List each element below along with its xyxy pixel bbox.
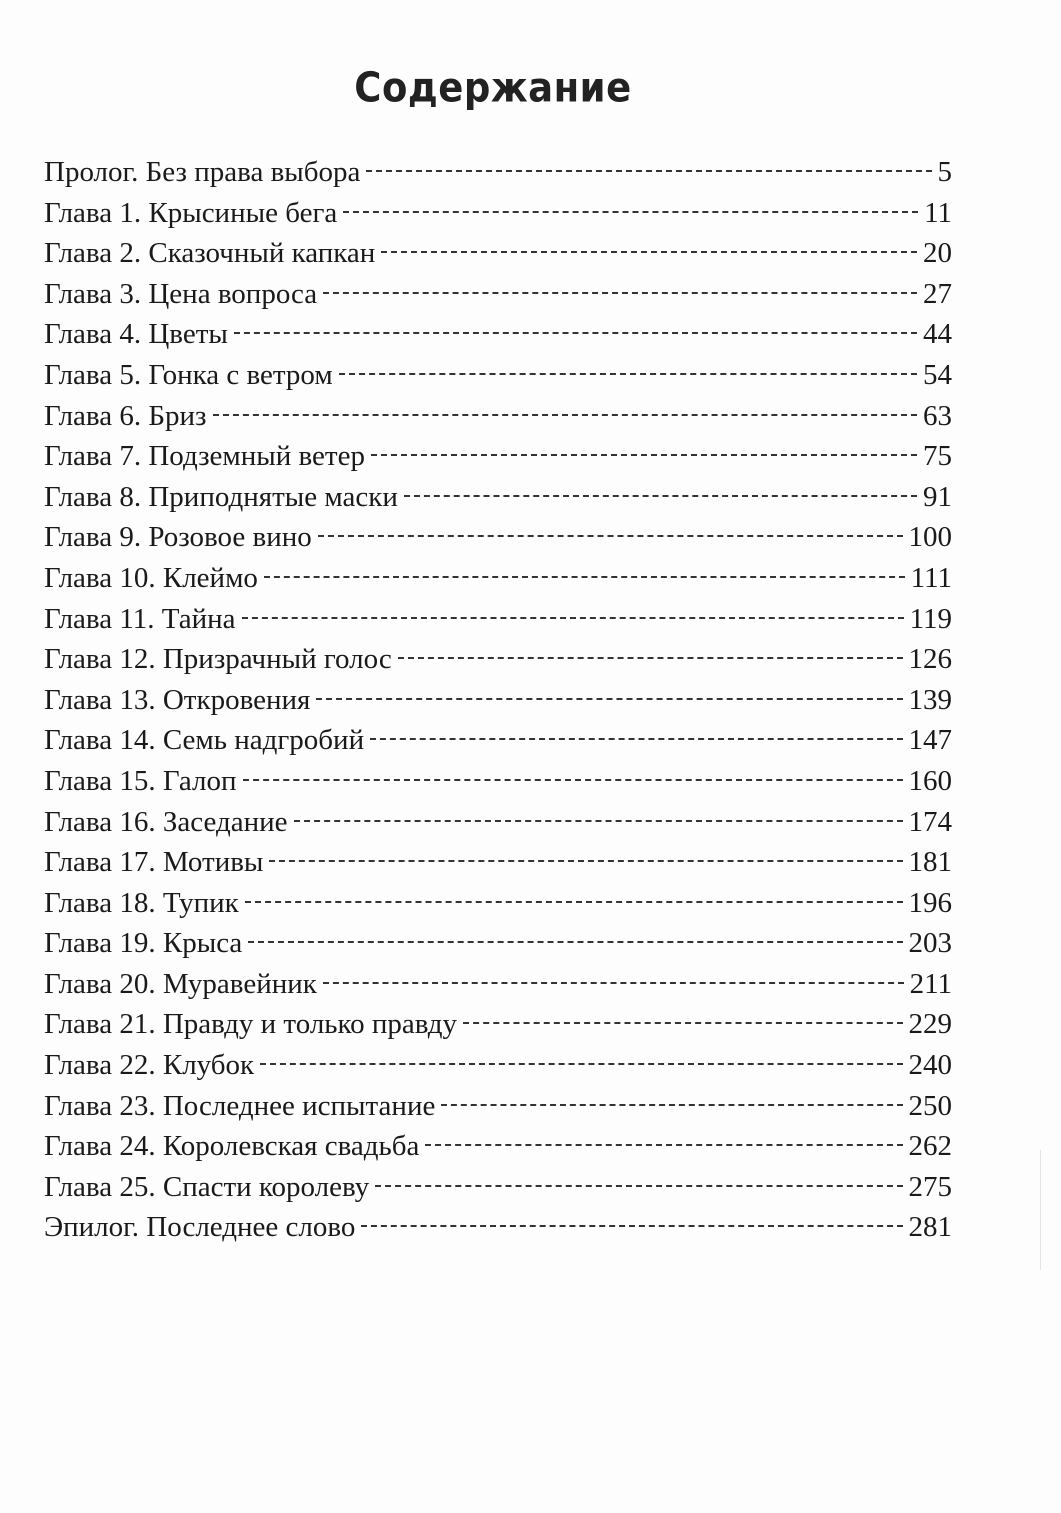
toc-entry xyxy=(44,720,952,761)
toc-dot-leader xyxy=(316,698,902,700)
toc-entry-page-number: 262 xyxy=(908,1130,952,1163)
toc-entry xyxy=(44,1045,952,1086)
toc-dot-leader xyxy=(264,576,905,578)
toc-entry-page-number: 147 xyxy=(908,724,952,757)
toc-entry-page-number: 27 xyxy=(923,277,952,310)
toc-entry-label: Глава 11. Тайна xyxy=(44,602,236,635)
toc-entry xyxy=(44,396,952,437)
toc-dot-leader xyxy=(339,373,917,375)
toc-dot-leader xyxy=(294,820,903,822)
toc-entry xyxy=(44,761,952,802)
toc-dot-leader xyxy=(371,454,917,456)
toc-dot-leader xyxy=(370,738,902,740)
toc-entry-label: Глава 1. Крысиные бега xyxy=(44,196,338,229)
toc-dot-leader xyxy=(323,292,917,294)
toc-dot-leader xyxy=(323,982,904,984)
page-title: Содержание xyxy=(354,63,632,112)
toc-entry-label: Глава 7. Подземный ветер xyxy=(44,440,365,473)
toc-entry-page-number: 63 xyxy=(923,399,952,432)
toc-dot-leader xyxy=(260,1063,902,1065)
toc-dot-leader xyxy=(366,170,931,172)
toc-entry-page-number: 126 xyxy=(908,643,952,676)
toc-dot-leader xyxy=(404,495,917,497)
toc-entry-label: Глава 2. Сказочный капкан xyxy=(44,237,376,270)
toc-entry xyxy=(44,355,952,396)
toc-entry-label: Глава 19. Крыса xyxy=(44,927,243,960)
toc-entry xyxy=(44,517,952,558)
toc-entry xyxy=(44,436,952,477)
toc-entry-label: Глава 22. Клубок xyxy=(44,1049,255,1082)
toc-entry-label: Глава 10. Клеймо xyxy=(44,561,258,594)
toc-entry-page-number: 100 xyxy=(908,521,952,554)
toc-entry xyxy=(44,802,952,843)
toc-entry-label: Глава 17. Мотивы xyxy=(44,846,264,879)
toc-entry-page-number: 75 xyxy=(923,440,952,473)
toc-entry xyxy=(44,883,952,924)
toc-entry xyxy=(44,1126,952,1167)
toc-dot-leader xyxy=(248,941,902,943)
toc-entry xyxy=(44,1207,952,1248)
toc-dot-leader xyxy=(381,251,917,253)
toc-entry xyxy=(44,193,952,234)
toc-entry-page-number: 240 xyxy=(908,1049,952,1082)
scan-edge-mark xyxy=(1040,1150,1041,1270)
toc-entry xyxy=(44,314,952,355)
toc-entry xyxy=(44,599,952,640)
toc-entry-label: Глава 20. Муравейник xyxy=(44,967,317,1000)
toc-entry xyxy=(44,477,952,518)
toc-entry-page-number: 174 xyxy=(908,805,952,838)
table-of-contents xyxy=(44,152,952,1248)
toc-entry-page-number: 281 xyxy=(908,1211,952,1244)
toc-dot-leader xyxy=(234,332,917,334)
toc-dot-leader xyxy=(243,779,903,781)
toc-entry xyxy=(44,233,952,274)
toc-dot-leader xyxy=(269,860,902,862)
toc-entry-page-number: 181 xyxy=(908,846,952,879)
toc-dot-leader xyxy=(213,414,918,416)
toc-dot-leader xyxy=(318,535,903,537)
toc-entry-label: Глава 9. Розовое вино xyxy=(44,521,312,554)
toc-entry-label: Глава 14. Семь надгробий xyxy=(44,724,365,757)
toc-dot-leader xyxy=(441,1104,902,1106)
toc-entry-label: Глава 23. Последнее испытание xyxy=(44,1089,436,1122)
toc-entry xyxy=(44,152,952,193)
toc-dot-leader xyxy=(463,1022,902,1024)
toc-entry xyxy=(44,274,952,315)
toc-entry-label: Глава 21. Правду и только правду xyxy=(44,1008,458,1041)
toc-entry-label: Глава 6. Бриз xyxy=(44,399,207,432)
toc-entry-label: Глава 8. Приподнятые маски xyxy=(44,480,398,513)
toc-entry-page-number: 250 xyxy=(908,1089,952,1122)
toc-entry xyxy=(44,558,952,599)
toc-entry-label: Глава 13. Откровения xyxy=(44,683,311,716)
toc-dot-leader xyxy=(361,1225,902,1227)
toc-entry-page-number: 5 xyxy=(937,156,952,188)
toc-dot-leader xyxy=(343,211,918,213)
toc-entry xyxy=(44,842,952,883)
toc-entry-page-number: 44 xyxy=(923,318,952,351)
toc-entry-page-number: 91 xyxy=(923,480,952,513)
toc-entry-label: Глава 24. Королевская свадьба xyxy=(44,1130,420,1163)
toc-entry xyxy=(44,680,952,721)
toc-entry-label: Глава 5. Гонка с ветром xyxy=(44,358,333,391)
toc-entry-page-number: 11 xyxy=(924,196,952,229)
toc-dot-leader xyxy=(242,617,904,619)
toc-entry xyxy=(44,923,952,964)
toc-dot-leader xyxy=(425,1144,902,1146)
toc-entry xyxy=(44,639,952,680)
toc-entry xyxy=(44,964,952,1005)
toc-entry-page-number: 54 xyxy=(923,358,952,391)
toc-entry-label: Глава 3. Цена вопроса xyxy=(44,277,318,310)
toc-entry-page-number: 275 xyxy=(908,1170,952,1203)
toc-dot-leader xyxy=(245,901,903,903)
toc-entry-label: Глава 25. Спасти королеву xyxy=(44,1170,370,1203)
toc-entry-label: Эпилог. Последнее слово xyxy=(44,1211,356,1244)
toc-entry-page-number: 211 xyxy=(909,967,952,1000)
toc-entry-label: Глава 15. Галоп xyxy=(44,764,237,797)
toc-entry-page-number: 139 xyxy=(908,683,952,716)
toc-entry-page-number: 196 xyxy=(908,886,952,919)
toc-entry-page-number: 160 xyxy=(908,764,952,797)
toc-entry-label: Глава 18. Тупик xyxy=(44,886,239,919)
toc-entry xyxy=(44,1167,952,1208)
toc-entry-page-number: 203 xyxy=(908,927,952,960)
toc-entry-label: Глава 4. Цветы xyxy=(44,318,228,351)
toc-entry-page-number: 229 xyxy=(908,1008,952,1041)
toc-entry-page-number: 111 xyxy=(910,561,952,594)
toc-entry-page-number: 20 xyxy=(923,237,952,270)
toc-dot-leader xyxy=(375,1185,902,1187)
toc-entry-label: Глава 12. Призрачный голос xyxy=(44,643,392,676)
toc-entry-label: Глава 16. Заседание xyxy=(44,805,288,838)
toc-entry xyxy=(44,1086,952,1127)
toc-entry-page-number: 119 xyxy=(909,602,952,635)
toc-entry-label: Пролог. Без права выбора xyxy=(44,156,361,188)
toc-dot-leader xyxy=(398,657,903,659)
toc-entry xyxy=(44,1004,952,1045)
